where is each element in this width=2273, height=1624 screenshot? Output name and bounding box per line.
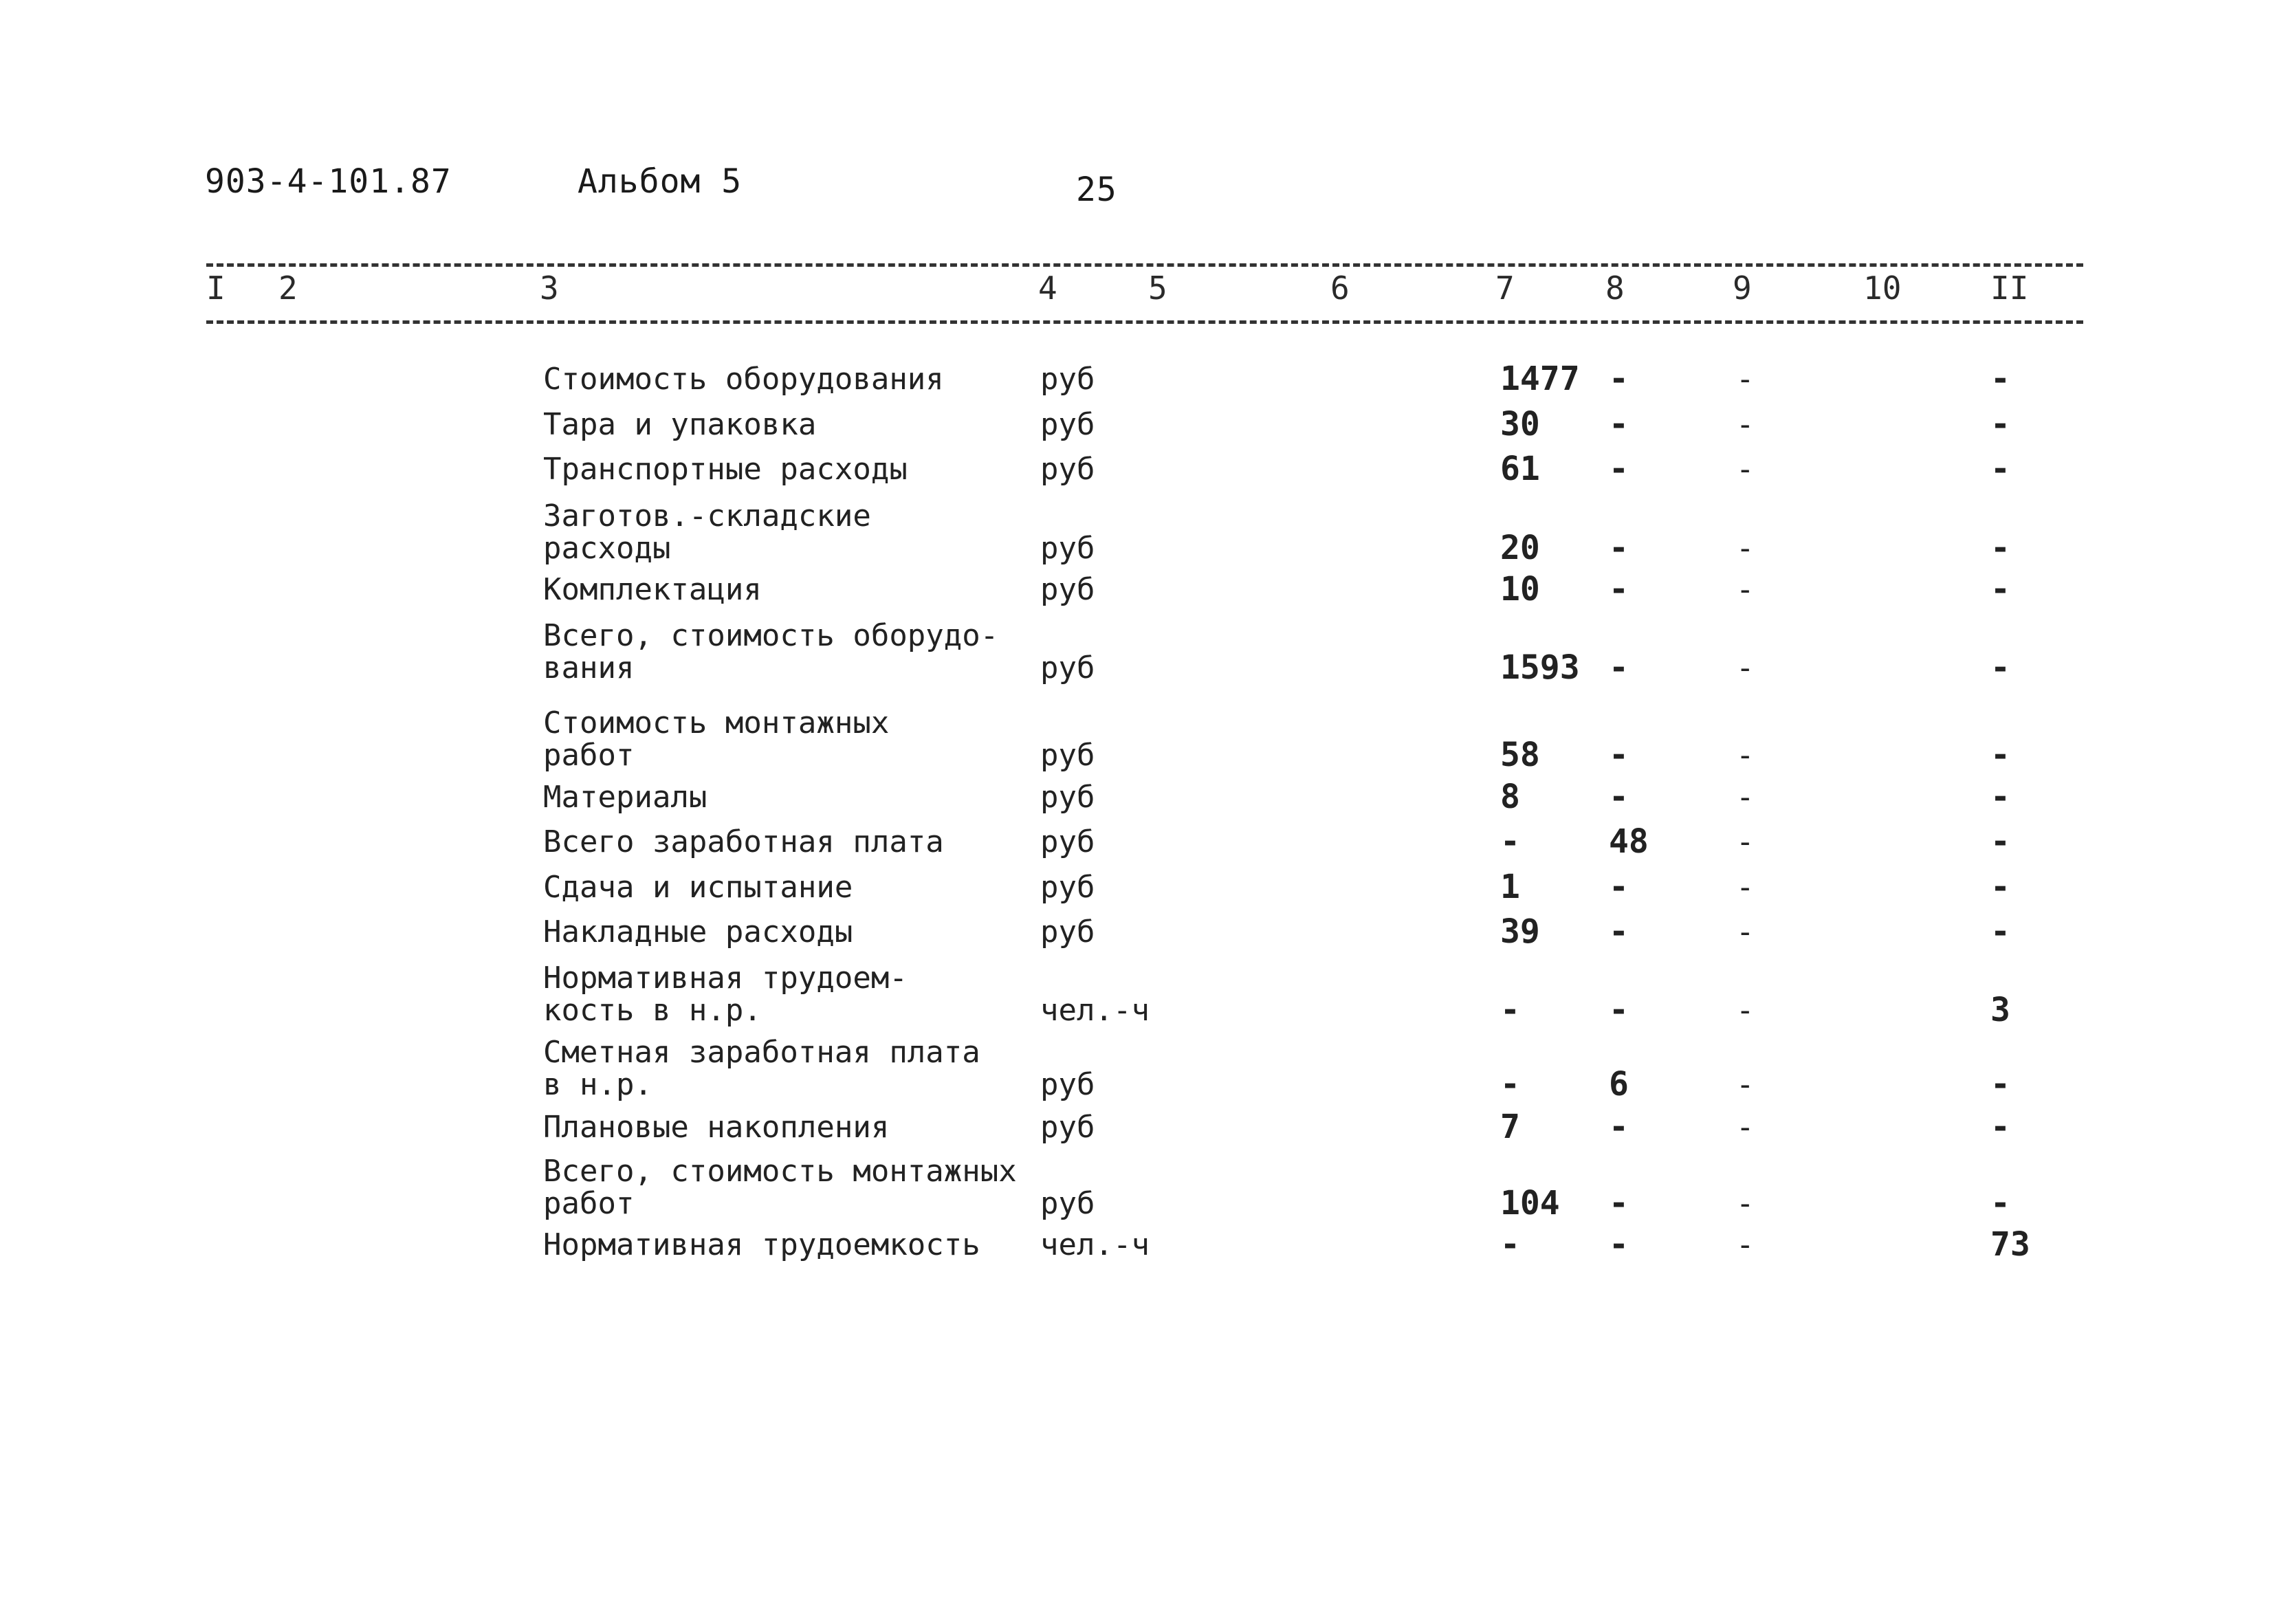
row-unit: руб bbox=[1040, 914, 1095, 950]
col8-value: - bbox=[1609, 360, 1629, 398]
col7-value: 30 bbox=[1500, 405, 1540, 443]
row-unit: чел.-ч bbox=[1040, 993, 1150, 1028]
row-label: Сметная заработная плата в н.р. bbox=[543, 1035, 980, 1102]
col11-value: - bbox=[1990, 912, 2010, 951]
col9-value: - bbox=[1736, 738, 1755, 773]
row-unit: руб bbox=[1040, 452, 1095, 487]
row-label: Стоимость оборудования bbox=[543, 362, 944, 397]
col7-value: 8 bbox=[1500, 778, 1520, 816]
col7-value: 7 bbox=[1500, 1108, 1520, 1146]
row-unit: руб bbox=[1040, 738, 1095, 773]
col7-value: 58 bbox=[1500, 736, 1540, 774]
row-label: Нормативная трудоемкость bbox=[543, 1227, 980, 1262]
column-number: 4 bbox=[1038, 270, 1057, 307]
col8-value: - bbox=[1609, 868, 1629, 906]
row-label: Всего, стоимость оборудо- вания bbox=[543, 618, 999, 685]
col11-value: - bbox=[1990, 1184, 2010, 1222]
col9-value: - bbox=[1736, 452, 1755, 487]
col8-value: 48 bbox=[1609, 822, 1649, 861]
col8-value: - bbox=[1609, 405, 1629, 443]
row-unit: руб bbox=[1040, 407, 1095, 442]
document-code: 903-4-101.87 bbox=[205, 162, 452, 201]
row-unit: руб bbox=[1040, 870, 1095, 905]
col9-value: - bbox=[1736, 407, 1755, 442]
col11-value: - bbox=[1990, 529, 2010, 567]
col8-value: - bbox=[1609, 648, 1629, 687]
col9-value: - bbox=[1736, 870, 1755, 905]
column-number: I bbox=[206, 270, 226, 307]
row-unit: руб bbox=[1040, 1067, 1095, 1102]
col9-value: - bbox=[1736, 914, 1755, 950]
col9-value: - bbox=[1736, 531, 1755, 566]
column-number: 7 bbox=[1495, 270, 1515, 307]
column-number: 2 bbox=[278, 270, 298, 307]
col8-value: - bbox=[1609, 736, 1629, 774]
col9-value: - bbox=[1736, 362, 1755, 397]
column-number: II bbox=[1990, 270, 2029, 307]
column-number: 6 bbox=[1330, 270, 1350, 307]
col9-value: - bbox=[1736, 650, 1755, 685]
row-unit: руб bbox=[1040, 1186, 1095, 1221]
table-top-rule bbox=[206, 263, 2083, 267]
row-label: Плановые накопления bbox=[543, 1110, 890, 1145]
row-label: Стоимость монтажных работ bbox=[543, 705, 890, 773]
col7-value: 1 bbox=[1500, 868, 1520, 906]
col11-value: - bbox=[1990, 648, 2010, 687]
col7-value: 1593 bbox=[1500, 648, 1580, 687]
column-number: 9 bbox=[1733, 270, 1752, 307]
col7-value: 20 bbox=[1500, 529, 1540, 567]
row-unit: руб bbox=[1040, 362, 1095, 397]
column-number: 10 bbox=[1863, 270, 1902, 307]
col9-value: - bbox=[1736, 993, 1755, 1028]
col11-value: - bbox=[1990, 736, 2010, 774]
col7-value: - bbox=[1500, 1225, 1520, 1264]
col8-value: - bbox=[1609, 991, 1629, 1029]
col7-value: - bbox=[1500, 991, 1520, 1029]
row-unit: руб bbox=[1040, 650, 1095, 685]
col11-value: - bbox=[1990, 822, 2010, 861]
col11-value: - bbox=[1990, 1108, 2010, 1146]
row-unit: руб bbox=[1040, 824, 1095, 859]
col11-value: - bbox=[1990, 405, 2010, 443]
col8-value: - bbox=[1609, 450, 1629, 488]
row-unit: руб bbox=[1040, 1110, 1095, 1145]
col8-value: - bbox=[1609, 529, 1629, 567]
row-unit: руб bbox=[1040, 780, 1095, 815]
row-label: Сдача и испытание bbox=[543, 870, 853, 905]
col8-value: - bbox=[1609, 1108, 1629, 1146]
row-label: Накладные расходы bbox=[543, 914, 853, 950]
col8-value: - bbox=[1609, 1184, 1629, 1222]
row-label: Всего заработная плата bbox=[543, 824, 944, 859]
table-header-rule bbox=[206, 320, 2083, 324]
col11-value: - bbox=[1990, 360, 2010, 398]
col11-value: - bbox=[1990, 868, 2010, 906]
row-label: Тара и упаковка bbox=[543, 407, 817, 442]
col8-value: - bbox=[1609, 1225, 1629, 1264]
col11-value: 3 bbox=[1990, 991, 2010, 1029]
col9-value: - bbox=[1736, 1227, 1755, 1262]
row-label: Транспортные расходы bbox=[543, 452, 908, 487]
row-label: Всего, стоимость монтажных работ bbox=[543, 1154, 1017, 1221]
album-label: Альбом 5 bbox=[578, 162, 743, 201]
col7-value: 39 bbox=[1500, 912, 1540, 951]
col8-value: - bbox=[1609, 778, 1629, 816]
col11-value: - bbox=[1990, 450, 2010, 488]
col8-value: - bbox=[1609, 912, 1629, 951]
row-unit: руб bbox=[1040, 531, 1095, 566]
col8-value: - bbox=[1609, 570, 1629, 608]
col7-value: 61 bbox=[1500, 450, 1540, 488]
col11-value: 73 bbox=[1990, 1225, 2030, 1264]
column-number: 5 bbox=[1148, 270, 1167, 307]
col9-value: - bbox=[1736, 780, 1755, 815]
col7-value: - bbox=[1500, 822, 1520, 861]
row-unit: руб bbox=[1040, 572, 1095, 607]
col8-value: 6 bbox=[1609, 1065, 1629, 1104]
row-label: Комплектация bbox=[543, 572, 762, 607]
col11-value: - bbox=[1990, 1065, 2010, 1104]
column-number: 3 bbox=[540, 270, 559, 307]
col7-value: 104 bbox=[1500, 1184, 1560, 1222]
row-label: Заготов.-складские расходы bbox=[543, 498, 871, 566]
col9-value: - bbox=[1736, 1186, 1755, 1221]
col11-value: - bbox=[1990, 570, 2010, 608]
col9-value: - bbox=[1736, 824, 1755, 859]
col7-value: - bbox=[1500, 1065, 1520, 1104]
col7-value: 1477 bbox=[1500, 360, 1580, 398]
row-label: Нормативная трудоем- кость в н.р. bbox=[543, 961, 908, 1028]
col9-value: - bbox=[1736, 1110, 1755, 1145]
col9-value: - bbox=[1736, 572, 1755, 607]
col9-value: - bbox=[1736, 1067, 1755, 1102]
col7-value: 10 bbox=[1500, 570, 1540, 608]
col11-value: - bbox=[1990, 778, 2010, 816]
row-label: Материалы bbox=[543, 780, 707, 815]
row-unit: чел.-ч bbox=[1040, 1227, 1150, 1262]
page-number: 25 bbox=[1076, 171, 1117, 209]
column-number: 8 bbox=[1605, 270, 1625, 307]
